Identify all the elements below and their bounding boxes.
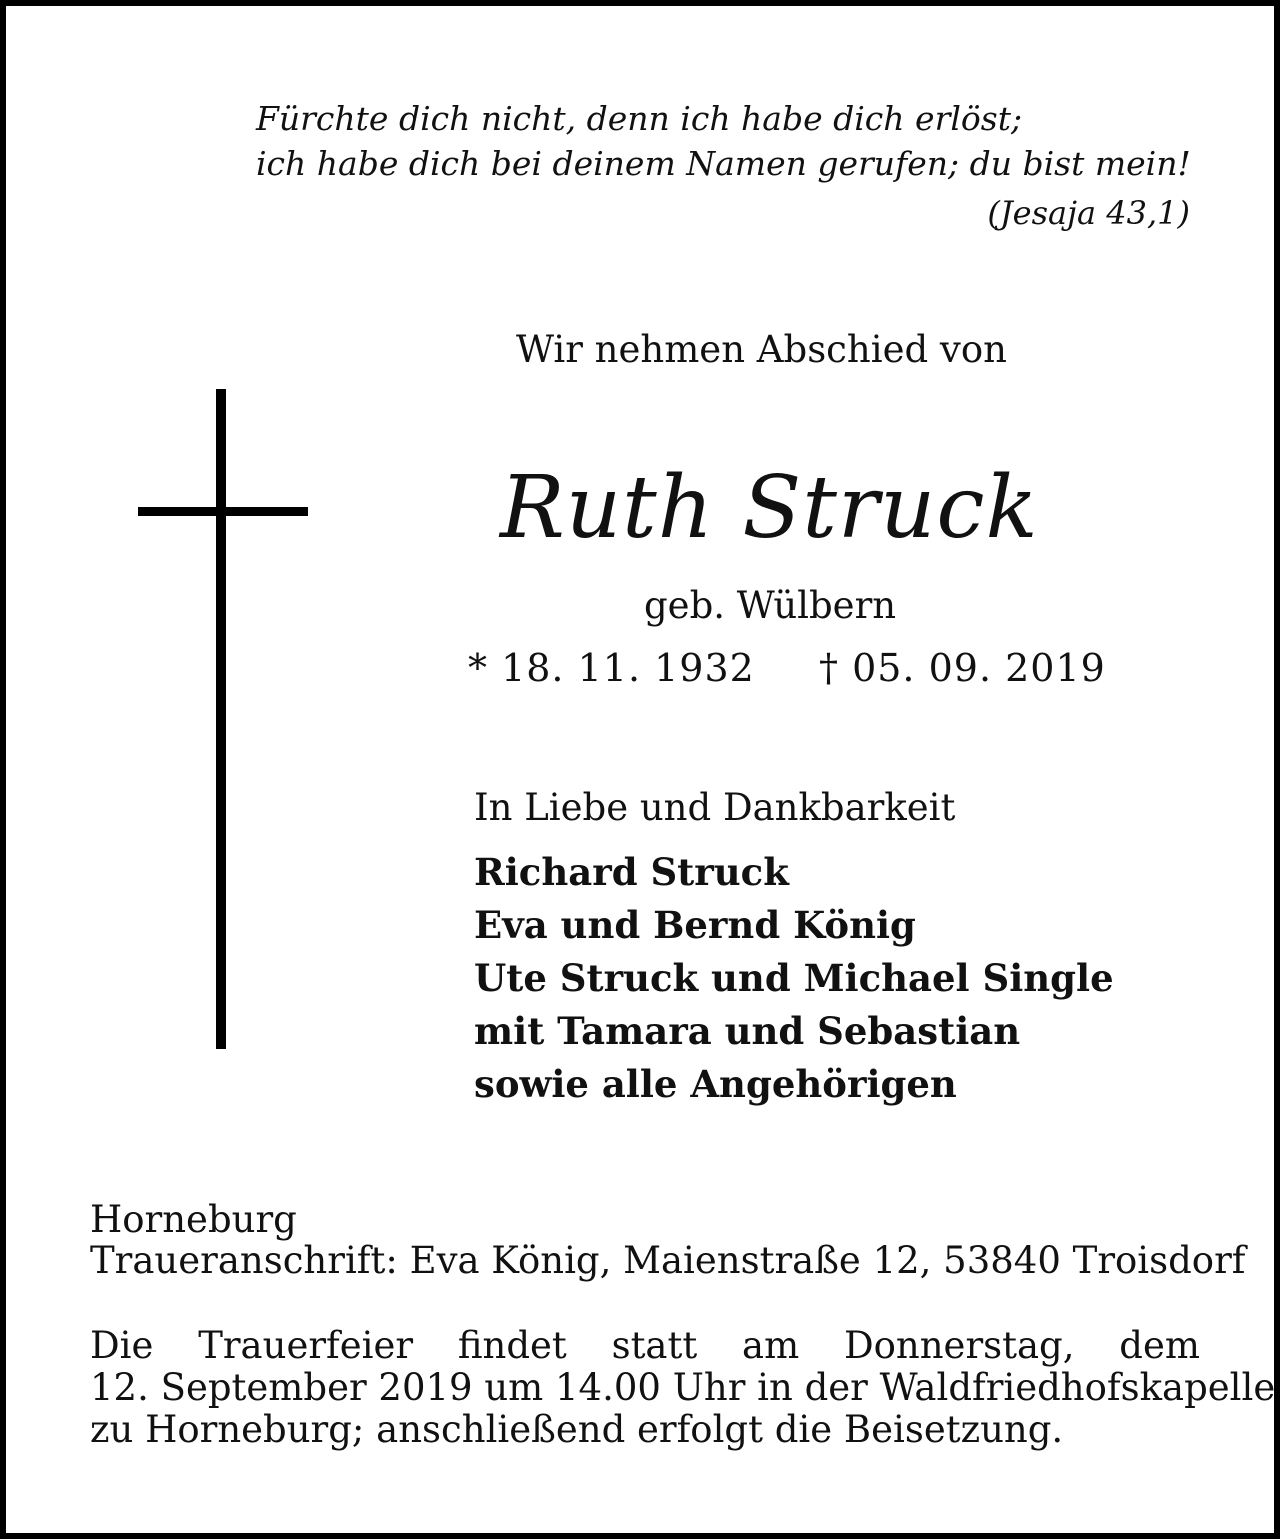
maiden-name: geb. Wülbern (644, 584, 897, 627)
service-word: Donnerstag, (843, 1324, 1075, 1367)
location: Horneburg (90, 1198, 297, 1241)
mourner-name: mit Tamara und Sebastian (474, 1009, 1021, 1053)
mourner-name: Eva und Bernd König (474, 903, 916, 947)
service-word: findet (457, 1324, 567, 1367)
service-word: Trauerfeier (198, 1324, 414, 1367)
bible-verse-reference: (Jesaja 43,1) (987, 194, 1190, 232)
closing-phrase: In Liebe und Dankbarkeit (474, 786, 956, 829)
cross-icon (138, 389, 308, 1049)
mourner-name: Ute Struck und Michael Single (474, 956, 1114, 1000)
deceased-name: Ruth Struck (500, 458, 1039, 558)
mourning-address: Traueranschrift: Eva König, Maienstraße 12, 53840 Troisdorf (90, 1239, 1246, 1282)
service-word: dem (1119, 1324, 1200, 1367)
bible-verse-line-1: Fürchte dich nicht, denn ich habe dich erlöst; (256, 99, 1023, 138)
birth-date: * 18. 11. 1932 (468, 646, 755, 690)
mourner-name: Richard Struck (474, 850, 789, 894)
service-word: statt (611, 1324, 698, 1367)
cross-vertical-beam (216, 389, 226, 1049)
death-date: † 05. 09. 2019 (819, 646, 1106, 690)
cross-horizontal-beam (138, 507, 308, 516)
service-line-1 (90, 1324, 1200, 1367)
bible-verse-line-2: ich habe dich bei deinem Namen gerufen; du bist mein! (256, 144, 1191, 183)
service-line-3: zu Horneburg; anschließend erfolgt die Beisetzung. (90, 1408, 1064, 1451)
service-line-2: 12. September 2019 um 14.00 Uhr in der Waldfriedhofskapelle (90, 1366, 1276, 1409)
service-word: am (742, 1324, 800, 1367)
mourner-name: sowie alle Angehörigen (474, 1062, 957, 1106)
service-word: Die (90, 1324, 154, 1367)
mourners-list (474, 846, 1114, 1111)
farewell-intro: Wir nehmen Abschied von (516, 328, 1007, 371)
